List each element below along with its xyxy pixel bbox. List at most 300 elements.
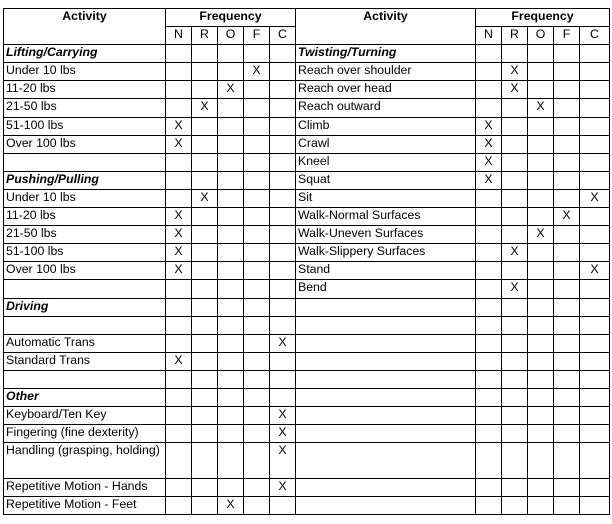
section-heading: Driving (4, 298, 166, 316)
frequency-cell (244, 280, 270, 298)
frequency-cell (580, 370, 610, 388)
table-row (4, 443, 610, 479)
frequency-cell (218, 208, 244, 226)
frequency-cell (554, 497, 580, 515)
frequency-cell (554, 171, 580, 189)
table-row (4, 316, 610, 334)
activity-header-left: Activity (4, 9, 166, 45)
header-row (4, 9, 610, 27)
frequency-cell (580, 425, 610, 443)
frequency-cell (218, 262, 244, 280)
frequency-cell (580, 117, 610, 135)
frequency-cell (554, 189, 580, 207)
frequency-cell (554, 425, 580, 443)
freq-code-r-left: R (192, 27, 218, 45)
frequency-cell (580, 135, 610, 153)
frequency-cell (244, 316, 270, 334)
frequency-cell (502, 45, 528, 63)
frequency-cell (270, 244, 296, 262)
freq-code-c-right: C (580, 27, 610, 45)
frequency-cell (244, 407, 270, 425)
frequency-cell (528, 189, 554, 207)
frequency-cell (270, 370, 296, 388)
activity-label: 51-100 lbs (4, 117, 166, 135)
frequency-cell (502, 208, 528, 226)
empty-cell (296, 316, 476, 334)
frequency-cell (580, 63, 610, 81)
activity-label: Walk-Slippery Surfaces (296, 244, 476, 262)
frequency-cell (166, 407, 192, 425)
table-row (4, 407, 610, 425)
frequency-cell (270, 171, 296, 189)
frequency-cell (476, 388, 502, 406)
frequency-cell (528, 334, 554, 352)
frequency-mark: X (166, 135, 192, 153)
frequency-cell (502, 316, 528, 334)
frequency-cell (218, 244, 244, 262)
frequency-cell (528, 45, 554, 63)
frequency-mark: X (476, 117, 502, 135)
freq-code-r-right: R (502, 27, 528, 45)
table-row (4, 370, 610, 388)
frequency-cell (528, 370, 554, 388)
frequency-cell (244, 45, 270, 63)
table-row (4, 63, 610, 81)
frequency-cell (192, 81, 218, 99)
frequency-cell (192, 153, 218, 171)
frequency-cell (270, 298, 296, 316)
frequency-cell (580, 443, 610, 479)
frequency-cell (502, 226, 528, 244)
frequency-cell (554, 334, 580, 352)
frequency-mark: X (218, 497, 244, 515)
frequency-cell (502, 388, 528, 406)
frequency-cell (218, 153, 244, 171)
frequency-cell (270, 153, 296, 171)
frequency-mark: X (166, 208, 192, 226)
activity-label: 11-20 lbs (4, 81, 166, 99)
frequency-cell (192, 407, 218, 425)
frequency-mark: X (270, 407, 296, 425)
frequency-cell (528, 425, 554, 443)
frequency-cell (218, 171, 244, 189)
activity-label: Under 10 lbs (4, 189, 166, 207)
frequency-cell (528, 388, 554, 406)
table-row (4, 81, 610, 99)
frequency-cell (476, 189, 502, 207)
empty-cell (4, 370, 166, 388)
frequency-cell (528, 280, 554, 298)
activity-label: Repetitive Motion - Feet (4, 497, 166, 515)
table-row (4, 298, 610, 316)
frequency-cell (476, 425, 502, 443)
frequency-cell (192, 135, 218, 153)
frequency-cell (554, 352, 580, 370)
frequency-cell (218, 316, 244, 334)
frequency-cell (244, 244, 270, 262)
frequency-mark: X (270, 479, 296, 497)
activity-label: Reach over head (296, 81, 476, 99)
frequency-cell (580, 352, 610, 370)
frequency-cell (502, 153, 528, 171)
frequency-cell (166, 189, 192, 207)
frequency-cell (528, 208, 554, 226)
frequency-cell (218, 99, 244, 117)
frequency-cell (502, 443, 528, 479)
empty-cell (296, 298, 476, 316)
frequency-cell (502, 135, 528, 153)
frequency-cell (218, 135, 244, 153)
frequency-cell (502, 171, 528, 189)
empty-cell (296, 352, 476, 370)
empty-cell (296, 370, 476, 388)
frequency-cell (244, 208, 270, 226)
frequency-cell (554, 262, 580, 280)
frequency-cell (270, 81, 296, 99)
activity-label: Crawl (296, 135, 476, 153)
frequency-mark: X (528, 99, 554, 117)
activity-label: 21-50 lbs (4, 99, 166, 117)
frequency-cell (476, 334, 502, 352)
table-row (4, 153, 610, 171)
frequency-cell (270, 262, 296, 280)
frequency-cell (502, 370, 528, 388)
frequency-cell (502, 117, 528, 135)
frequency-cell (528, 171, 554, 189)
activity-label: 21-50 lbs (4, 226, 166, 244)
frequency-cell (502, 262, 528, 280)
frequency-cell (476, 316, 502, 334)
activity-label: Over 100 lbs (4, 262, 166, 280)
frequency-cell (244, 334, 270, 352)
frequency-cell (192, 262, 218, 280)
frequency-cell (192, 298, 218, 316)
frequency-cell (192, 208, 218, 226)
frequency-mark: X (166, 262, 192, 280)
frequency-cell (270, 388, 296, 406)
frequency-cell (476, 298, 502, 316)
frequency-cell (244, 388, 270, 406)
empty-cell (296, 388, 476, 406)
frequency-cell (580, 316, 610, 334)
frequency-cell (580, 244, 610, 262)
activity-label: Standard Trans (4, 352, 166, 370)
frequency-cell (166, 171, 192, 189)
frequency-cell (218, 352, 244, 370)
frequency-cell (192, 497, 218, 515)
frequency-cell (166, 443, 192, 479)
frequency-cell (270, 63, 296, 81)
activity-label: Squat (296, 171, 476, 189)
frequency-cell (528, 298, 554, 316)
frequency-cell (218, 45, 244, 63)
frequency-cell (554, 117, 580, 135)
activity-label: Keyboard/Ten Key (4, 407, 166, 425)
frequency-cell (528, 352, 554, 370)
frequency-cell (166, 388, 192, 406)
frequency-mark: X (502, 244, 528, 262)
frequency-cell (218, 226, 244, 244)
frequency-cell (244, 153, 270, 171)
frequency-mark: X (166, 244, 192, 262)
frequency-cell (476, 99, 502, 117)
frequency-cell (192, 280, 218, 298)
frequency-cell (554, 370, 580, 388)
frequency-cell (554, 280, 580, 298)
frequency-cell (580, 153, 610, 171)
activity-label: Sit (296, 189, 476, 207)
frequency-cell (218, 370, 244, 388)
frequency-cell (528, 153, 554, 171)
table-row (4, 425, 610, 443)
empty-cell (4, 153, 166, 171)
frequency-cell (580, 81, 610, 99)
activity-label: Reach outward (296, 99, 476, 117)
frequency-cell (528, 117, 554, 135)
frequency-mark: X (580, 262, 610, 280)
frequency-cell (192, 63, 218, 81)
frequency-cell (192, 443, 218, 479)
frequency-cell (218, 443, 244, 479)
frequency-cell (528, 316, 554, 334)
frequency-cell (554, 443, 580, 479)
frequency-cell (244, 171, 270, 189)
frequency-cell (528, 244, 554, 262)
frequency-cell (580, 226, 610, 244)
frequency-cell (476, 370, 502, 388)
frequency-cell (192, 226, 218, 244)
empty-cell (296, 479, 476, 497)
empty-cell (296, 407, 476, 425)
frequency-cell (476, 262, 502, 280)
frequency-cell (476, 407, 502, 425)
activity-label: Repetitive Motion - Hands (4, 479, 166, 497)
table-row (4, 244, 610, 262)
frequency-cell (244, 425, 270, 443)
frequency-cell (218, 425, 244, 443)
section-heading: Pushing/Pulling (4, 171, 166, 189)
frequency-cell (192, 334, 218, 352)
frequency-cell (502, 189, 528, 207)
table-row (4, 135, 610, 153)
activity-label: Kneel (296, 153, 476, 171)
activity-label: Walk-Normal Surfaces (296, 208, 476, 226)
frequency-cell (192, 425, 218, 443)
frequency-mark: X (192, 99, 218, 117)
frequency-cell (218, 63, 244, 81)
activity-label: Fingering (fine dexterity) (4, 425, 166, 443)
frequency-header-right: Frequency (476, 9, 610, 27)
frequency-cell (476, 479, 502, 497)
freq-code-o-left: O (218, 27, 244, 45)
frequency-cell (244, 99, 270, 117)
frequency-mark: X (502, 81, 528, 99)
activity-label: Reach over shoulder (296, 63, 476, 81)
frequency-cell (528, 63, 554, 81)
frequency-cell (502, 99, 528, 117)
frequency-mark: X (476, 171, 502, 189)
frequency-cell (218, 298, 244, 316)
frequency-cell (270, 189, 296, 207)
frequency-cell (476, 81, 502, 99)
frequency-cell (554, 99, 580, 117)
frequency-cell (476, 244, 502, 262)
frequency-cell (554, 407, 580, 425)
activity-label: Walk-Uneven Surfaces (296, 226, 476, 244)
frequency-cell (554, 316, 580, 334)
frequency-cell (528, 81, 554, 99)
frequency-cell (192, 45, 218, 63)
table-row (4, 352, 610, 370)
frequency-cell (192, 244, 218, 262)
table-row (4, 388, 610, 406)
table-row (4, 189, 610, 207)
table-row (4, 479, 610, 497)
frequency-cell (554, 479, 580, 497)
frequency-cell (554, 63, 580, 81)
activity-label: Bend (296, 280, 476, 298)
frequency-cell (192, 352, 218, 370)
frequency-cell (502, 407, 528, 425)
empty-cell (296, 497, 476, 515)
frequency-cell (270, 226, 296, 244)
frequency-mark: X (166, 226, 192, 244)
frequency-cell (270, 117, 296, 135)
frequency-cell (166, 425, 192, 443)
section-heading: Other (4, 388, 166, 406)
frequency-cell (192, 388, 218, 406)
frequency-cell (166, 63, 192, 81)
frequency-cell (166, 81, 192, 99)
frequency-cell (244, 298, 270, 316)
frequency-cell (270, 497, 296, 515)
activity-label: 51-100 lbs (4, 244, 166, 262)
frequency-mark: X (218, 81, 244, 99)
frequency-mark: X (166, 352, 192, 370)
frequency-mark: X (270, 425, 296, 443)
frequency-cell (244, 226, 270, 244)
table-row (4, 117, 610, 135)
frequency-header-left: Frequency (166, 9, 296, 27)
freq-code-o-right: O (528, 27, 554, 45)
frequency-cell (502, 497, 528, 515)
frequency-cell (218, 388, 244, 406)
frequency-cell (244, 189, 270, 207)
frequency-cell (554, 298, 580, 316)
frequency-cell (192, 171, 218, 189)
frequency-cell (270, 316, 296, 334)
frequency-cell (580, 497, 610, 515)
frequency-cell (554, 81, 580, 99)
frequency-mark: X (192, 189, 218, 207)
frequency-cell (218, 117, 244, 135)
section-heading: Lifting/Carrying (4, 45, 166, 63)
table-row (4, 280, 610, 298)
frequency-cell (554, 135, 580, 153)
frequency-cell (270, 135, 296, 153)
frequency-cell (580, 479, 610, 497)
frequency-cell (554, 244, 580, 262)
frequency-cell (502, 334, 528, 352)
frequency-cell (244, 497, 270, 515)
frequency-cell (218, 280, 244, 298)
frequency-mark: X (502, 280, 528, 298)
frequency-cell (166, 479, 192, 497)
frequency-cell (270, 208, 296, 226)
table-row (4, 99, 610, 117)
frequency-cell (270, 99, 296, 117)
frequency-cell (476, 45, 502, 63)
freq-code-c-left: C (270, 27, 296, 45)
frequency-cell (476, 352, 502, 370)
table-row (4, 497, 610, 515)
frequency-cell (166, 153, 192, 171)
frequency-cell (580, 45, 610, 63)
frequency-cell (528, 479, 554, 497)
frequency-cell (244, 370, 270, 388)
frequency-cell (192, 370, 218, 388)
frequency-mark: X (270, 443, 296, 479)
frequency-cell (554, 45, 580, 63)
frequency-cell (218, 407, 244, 425)
frequency-cell (554, 388, 580, 406)
frequency-cell (502, 298, 528, 316)
frequency-cell (580, 208, 610, 226)
table-row (4, 262, 610, 280)
frequency-mark: X (580, 189, 610, 207)
frequency-cell (270, 352, 296, 370)
frequency-cell (218, 479, 244, 497)
frequency-cell (528, 407, 554, 425)
section-heading: Twisting/Turning (296, 45, 476, 63)
activity-label: Stand (296, 262, 476, 280)
frequency-cell (166, 99, 192, 117)
frequency-cell (166, 334, 192, 352)
frequency-cell (580, 407, 610, 425)
frequency-cell (244, 117, 270, 135)
frequency-cell (580, 298, 610, 316)
frequency-mark: X (270, 334, 296, 352)
frequency-cell (166, 45, 192, 63)
frequency-cell (528, 443, 554, 479)
empty-cell (296, 425, 476, 443)
frequency-cell (580, 388, 610, 406)
frequency-mark: X (554, 208, 580, 226)
frequency-cell (528, 135, 554, 153)
frequency-cell (476, 208, 502, 226)
frequency-cell (166, 280, 192, 298)
empty-cell (4, 280, 166, 298)
frequency-cell (580, 334, 610, 352)
frequency-mark: X (476, 135, 502, 153)
empty-cell (296, 334, 476, 352)
frequency-cell (244, 135, 270, 153)
frequency-mark: X (502, 63, 528, 81)
freq-code-f-left: F (244, 27, 270, 45)
frequency-cell (502, 425, 528, 443)
frequency-cell (476, 497, 502, 515)
frequency-cell (166, 370, 192, 388)
frequency-cell (554, 153, 580, 171)
table-row (4, 226, 610, 244)
frequency-cell (476, 280, 502, 298)
frequency-cell (554, 226, 580, 244)
frequency-cell (218, 334, 244, 352)
frequency-cell (270, 280, 296, 298)
frequency-cell (502, 479, 528, 497)
frequency-mark: X (476, 153, 502, 171)
activity-label: Handling (grasping, holding) (4, 443, 166, 479)
